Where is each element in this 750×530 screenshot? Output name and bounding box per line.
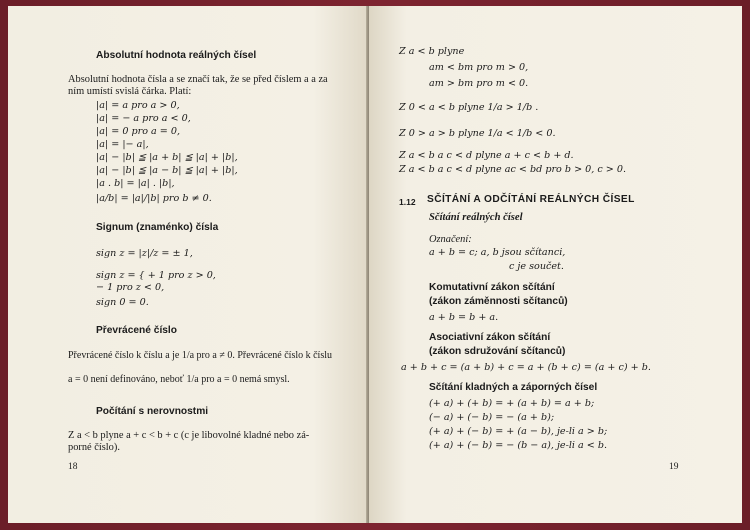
ineq-rule: Z 0 > a > b plyne 1/a < 1/b < 0. [399, 128, 556, 139]
abs-formula: |a| = 0 pro a = 0, [96, 126, 181, 137]
sign-formula: sign z = |z|/z = ± 1, [96, 248, 193, 259]
abs-formula: |a| = a pro a > 0, [96, 100, 180, 111]
reciprocal-line-1: Převrácené číslo k číslu a je 1/a pro a ≠ 0. Převrácené číslo k číslu [68, 350, 333, 361]
signed-addition-formula: (+ a) + (− b) = − (b − a), je-li a < b. [429, 440, 608, 451]
right-page [369, 6, 742, 523]
abs-formula: |a| − |b| ≦ |a + b| ≦ |a| + |b|, [96, 152, 238, 163]
heading-inequalities: Počítání s nerovnostmi [96, 406, 209, 417]
abs-intro-line-1: Absolutní hodnota čísla a se značí tak, že se před číslem a a za [68, 74, 328, 85]
signed-addition-formula: (− a) + (− b) = − (a + b); [429, 412, 555, 423]
signed-addition-formula: (+ a) + (− b) = + (a − b), je-li a > b; [429, 426, 608, 437]
ineq-rule: Z a < b a c < d plyne a + c < b + d. [399, 150, 574, 161]
ineq-rule: Z a < b plyne [399, 46, 465, 57]
associative-formula: a + b + c = (a + b) + c = a + (b + c) = (a + c) + b. [401, 362, 651, 373]
notation-line-2: c je součet. [509, 261, 564, 272]
page-number-right: 19 [669, 462, 679, 472]
sign-formula: sign z = { + 1 pro z > 0, [96, 270, 216, 281]
inequality-line-1: Z a < b plyne a + c < b + c (c je libovolné kladné nebo zá- [68, 430, 310, 441]
abs-formula: |a| = − a pro a < 0, [96, 113, 191, 124]
heading-associative: Asociativní zákon sčítání [429, 332, 551, 343]
heading-absolute-value: Absolutní hodnota reálných čísel [96, 50, 257, 61]
section-number: 1.12 [399, 197, 416, 207]
left-page [8, 6, 368, 523]
signed-addition-formula: (+ a) + (+ b) = + (a + b) = a + b; [429, 398, 595, 409]
abs-formula: |a/b| = |a|/|b| pro b ≠ 0. [96, 193, 212, 204]
reciprocal-line-2: a = 0 není definováno, neboť 1/a pro a = 0 nemá smysl. [68, 374, 290, 385]
section-title: SČÍTÁNÍ A ODČÍTÁNÍ REÁLNÝCH ČÍSEL [427, 194, 635, 205]
ineq-rule: am < bm pro m > 0, [429, 62, 529, 73]
sign-formula: − 1 pro z < 0, [96, 282, 165, 293]
ineq-rule: Z a < b a c < d plyne ac < bd pro b > 0, c > 0. [399, 164, 627, 175]
notation-label: Označení: [429, 234, 472, 245]
abs-formula: |a| − |b| ≦ |a − b| ≦ |a| + |b|, [96, 165, 238, 176]
commutative-formula: a + b = b + a. [429, 312, 499, 323]
abs-formula: |a| = |− a|, [96, 139, 149, 150]
abs-formula: |a . b| = |a| . |b|, [96, 178, 175, 189]
heading-reciprocal: Převrácené číslo [96, 325, 177, 336]
ineq-rule: am > bm pro m < 0. [429, 78, 529, 89]
abs-intro-line-2: ním umístí svislá čárka. Platí: [68, 86, 192, 97]
sign-formula: sign 0 = 0. [96, 297, 149, 308]
notation-line-1: a + b = c; a, b jsou sčítanci, [429, 247, 566, 258]
inequality-line-2: porné číslo). [68, 442, 120, 453]
subsection-title: Sčítání reálných čísel [429, 212, 523, 223]
heading-commutative: Komutativní zákon sčítání [429, 282, 555, 293]
page-number-left: 18 [68, 462, 78, 472]
ineq-rule: Z 0 < a < b plyne 1/a > 1/b . [399, 102, 539, 113]
heading-associative-sub: (zákon sdružování sčítanců) [429, 346, 566, 357]
heading-commutative-sub: (zákon záměnnosti sčítanců) [429, 296, 568, 307]
heading-signed-addition: Sčítání kladných a záporných čísel [429, 382, 598, 393]
heading-signum: Signum (znaménko) čísla [96, 222, 219, 233]
